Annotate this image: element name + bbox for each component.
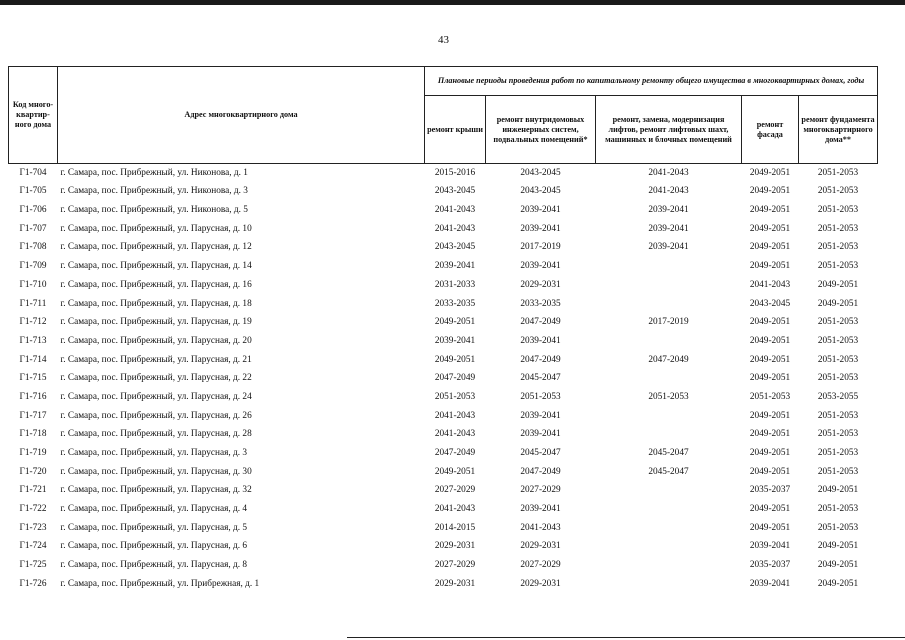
address-cell: г. Самара, пос. Прибрежный, ул. Парусная, д. 32	[60, 485, 252, 496]
lifts-period-cell: 2047-2049	[648, 354, 689, 365]
address-cell: г. Самара, пос. Прибрежный, ул. Парусная, д. 26	[60, 410, 252, 421]
roof-period-cell: 2049-2051	[434, 317, 476, 328]
table-body	[9, 164, 878, 594]
table-row	[9, 556, 878, 575]
roof-period-cell: 2043-2045	[434, 242, 476, 253]
roof-period-cell: 2014-2015	[434, 522, 476, 533]
address-cell: г. Самара, пос. Прибрежный, ул. Парусная, д. 16	[60, 279, 252, 290]
table-row	[9, 482, 878, 501]
lifts-period-cell: 2039-2041	[648, 242, 689, 253]
house-code-cell: Г1-715	[19, 373, 47, 384]
systems-period-cell: 2047-2049	[520, 317, 561, 328]
lifts-period-cell	[596, 295, 742, 314]
roof-period-cell: 2027-2029	[434, 485, 476, 496]
header-house-code: Код много- квартир- ного дома	[9, 67, 58, 164]
facade-period-cell: 2049-2051	[749, 242, 791, 253]
lifts-period-cell	[596, 556, 742, 575]
systems-period-cell: 2039-2041	[520, 261, 561, 272]
foundation-period-cell: 2051-2053	[817, 522, 859, 533]
roof-period-cell: 2047-2049	[434, 373, 476, 384]
lifts-period-cell: 2045-2047	[648, 466, 689, 477]
facade-period-cell: 2049-2051	[749, 522, 791, 533]
roof-period-cell: 2039-2041	[434, 261, 476, 272]
page-number: 43	[438, 34, 449, 46]
lifts-period-cell: 2041-2043	[648, 167, 689, 178]
foundation-period-cell: 2051-2053	[817, 448, 859, 458]
house-code-cell: Г1-724	[19, 541, 47, 552]
foundation-period-cell: 2049-2051	[817, 560, 859, 571]
facade-period-cell: 2049-2051	[749, 186, 791, 197]
house-code-cell: Г1-726	[19, 578, 47, 589]
table-row	[9, 183, 878, 202]
address-cell: г. Самара, пос. Прибрежный, ул. Парусная, д. 8	[60, 560, 248, 571]
foundation-period-cell: 2049-2051	[817, 485, 859, 496]
address-cell: г. Самара, пос. Прибрежный, ул. Парусная, д. 21	[60, 354, 252, 365]
address-cell: г. Самара, пос. Прибрежный, ул. Прибрежная, д. 1	[60, 578, 260, 589]
facade-period-cell: 2039-2041	[749, 578, 791, 589]
house-code-cell: Г1-705	[19, 186, 47, 197]
facade-period-cell: 2049-2051	[749, 205, 791, 216]
facade-period-cell: 2049-2051	[749, 317, 791, 328]
address-cell: г. Самара, пос. Прибрежный, ул. Никонова, д. 1	[60, 167, 248, 178]
table-row	[9, 575, 878, 594]
capital-repair-table	[8, 66, 878, 594]
systems-period-cell: 2029-2031	[520, 279, 561, 290]
table-row	[9, 239, 878, 258]
systems-period-cell: 2027-2029	[520, 560, 561, 571]
house-code-cell: Г1-721	[19, 485, 47, 496]
table-row	[9, 519, 878, 538]
address-cell: г. Самара, пос. Прибрежный, ул. Парусная, д. 14	[60, 261, 252, 272]
systems-period-cell: 2043-2045	[520, 167, 561, 178]
lifts-period-cell	[596, 370, 742, 389]
lifts-period-cell	[596, 538, 742, 557]
header-roof-repair: ремонт крыши	[425, 96, 486, 164]
facade-period-cell: 2039-2041	[749, 541, 791, 552]
address-cell: г. Самара, пос. Прибрежный, ул. Парусная, д. 19	[60, 317, 252, 328]
address-cell: г. Самара, пос. Прибрежный, ул. Никонова, д. 5	[60, 205, 248, 216]
header-lift-repair: ремонт, замена, модернизация лифтов, ремонт лифтовых шахт, машинных и блочных помещений	[596, 96, 742, 164]
table-row	[9, 257, 878, 276]
house-code-cell: Г1-720	[19, 466, 47, 477]
foundation-period-cell: 2051-2053	[817, 261, 859, 272]
systems-period-cell: 2027-2029	[520, 485, 561, 496]
facade-period-cell: 2049-2051	[749, 167, 791, 178]
house-code-cell: Г1-714	[19, 354, 47, 365]
house-code-cell: Г1-716	[19, 391, 47, 402]
header-facade-repair: ремонт фасада	[742, 96, 799, 164]
house-code-cell: Г1-704	[19, 167, 47, 178]
table-row	[9, 407, 878, 426]
table-row	[9, 426, 878, 445]
foundation-period-cell: 2051-2053	[817, 223, 859, 234]
address-cell: г. Самара, пос. Прибрежный, ул. Парусная, д. 10	[60, 223, 252, 234]
roof-period-cell: 2039-2041	[434, 335, 476, 346]
roof-period-cell: 2033-2035	[434, 298, 476, 309]
foundation-period-cell: 2049-2051	[817, 578, 859, 589]
facade-period-cell: 2049-2051	[749, 373, 791, 384]
roof-period-cell: 2041-2043	[434, 410, 476, 421]
facade-period-cell: 2049-2051	[749, 448, 791, 458]
table-row	[9, 500, 878, 519]
house-code-cell: Г1-707	[19, 223, 47, 234]
bottom-rule	[347, 637, 905, 638]
roof-period-cell: 2041-2043	[434, 504, 476, 515]
foundation-period-cell: 2051-2053	[817, 410, 859, 421]
lifts-period-cell	[596, 276, 742, 295]
house-code-cell: Г1-708	[19, 242, 47, 253]
table-row	[9, 538, 878, 557]
roof-period-cell: 2051-2053	[434, 391, 476, 402]
systems-period-cell: 2051-2053	[520, 391, 561, 402]
foundation-period-cell: 2053-2055	[817, 391, 859, 402]
foundation-period-cell: 2051-2053	[817, 242, 859, 253]
foundation-period-cell: 2051-2053	[817, 354, 859, 365]
foundation-period-cell: 2051-2053	[817, 205, 859, 216]
top-scan-border	[0, 0, 905, 5]
table-row	[9, 351, 878, 370]
facade-period-cell: 2035-2037	[749, 560, 791, 571]
table-row	[9, 164, 878, 183]
facade-period-cell: 2049-2051	[749, 261, 791, 272]
roof-period-cell: 2029-2031	[434, 578, 476, 589]
foundation-period-cell: 2051-2053	[817, 466, 859, 477]
lifts-period-cell	[596, 519, 742, 538]
house-code-cell: Г1-712	[19, 317, 47, 328]
facade-period-cell: 2049-2051	[749, 354, 791, 365]
header-systems-repair: ремонт внутридомовых инженерных систем, подвальных помещений*	[486, 96, 596, 164]
facade-period-cell: 2049-2051	[749, 429, 791, 440]
systems-period-cell: 2043-2045	[520, 186, 561, 197]
roof-period-cell: 2041-2043	[434, 429, 476, 440]
roof-period-cell: 2027-2029	[434, 560, 476, 571]
address-cell: г. Самара, пос. Прибрежный, ул. Парусная, д. 30	[60, 466, 252, 477]
facade-period-cell: 2051-2053	[749, 391, 791, 402]
systems-period-cell: 2039-2041	[520, 335, 561, 346]
roof-period-cell: 2049-2051	[434, 466, 476, 477]
lifts-period-cell: 2041-2043	[648, 186, 689, 197]
systems-period-cell: 2039-2041	[520, 504, 561, 515]
header-planned-periods: Плановые периоды проведения работ по капитальному ремонту общего имущества в многоквартирных домах, годы	[425, 67, 878, 96]
systems-period-cell: 2039-2041	[520, 410, 561, 421]
facade-period-cell: 2041-2043	[749, 279, 791, 290]
house-code-cell: Г1-706	[19, 205, 47, 216]
address-cell: г. Самара, пос. Прибрежный, ул. Парусная, д. 20	[60, 335, 252, 346]
table-row	[9, 295, 878, 314]
lifts-period-cell	[596, 575, 742, 594]
lifts-period-cell	[596, 332, 742, 351]
facade-period-cell: 2049-2051	[749, 335, 791, 346]
lifts-period-cell	[596, 407, 742, 426]
foundation-period-cell: 2051-2053	[817, 317, 859, 328]
roof-period-cell: 2041-2043	[434, 205, 476, 216]
facade-period-cell: 2043-2045	[749, 298, 791, 309]
address-cell: г. Самара, пос. Прибрежный, ул. Парусная, д. 12	[60, 242, 252, 253]
foundation-period-cell: 2051-2053	[817, 504, 859, 515]
lifts-period-cell	[596, 426, 742, 445]
house-code-cell: Г1-717	[19, 410, 47, 421]
address-cell: г. Самара, пос. Прибрежный, ул. Парусная, д. 4	[60, 504, 248, 515]
roof-period-cell: 2031-2033	[434, 279, 476, 290]
roof-period-cell: 2015-2016	[434, 167, 476, 178]
lifts-period-cell	[596, 257, 742, 276]
lifts-period-cell: 2045-2047	[648, 448, 689, 458]
house-code-cell: Г1-719	[19, 448, 47, 458]
house-code-cell: Г1-725	[19, 560, 47, 571]
systems-period-cell: 2045-2047	[520, 373, 561, 384]
foundation-period-cell: 2049-2051	[817, 279, 859, 290]
lifts-period-cell: 2051-2053	[648, 391, 689, 402]
table-row	[9, 276, 878, 295]
roof-period-cell: 2049-2051	[434, 354, 476, 365]
foundation-period-cell: 2049-2051	[817, 298, 859, 309]
foundation-period-cell: 2051-2053	[817, 186, 859, 197]
systems-period-cell: 2039-2041	[520, 205, 561, 216]
lifts-period-cell	[596, 482, 742, 501]
house-code-cell: Г1-709	[19, 261, 47, 272]
address-cell: г. Самара, пос. Прибрежный, ул. Парусная, д. 6	[60, 541, 248, 552]
address-cell: г. Самара, пос. Прибрежный, ул. Парусная, д. 24	[60, 391, 252, 402]
systems-period-cell: 2029-2031	[520, 541, 561, 552]
header-foundation-repair: ремонт фундамента многоквартирного дома**	[799, 96, 878, 164]
table-row	[9, 220, 878, 239]
foundation-period-cell: 2049-2051	[817, 541, 859, 552]
lifts-period-cell: 2039-2041	[648, 223, 689, 234]
address-cell: г. Самара, пос. Прибрежный, ул. Парусная, д. 22	[60, 373, 252, 384]
facade-period-cell: 2035-2037	[749, 485, 791, 496]
systems-period-cell: 2017-2019	[520, 242, 561, 253]
address-cell: г. Самара, пос. Прибрежный, ул. Парусная, д. 5	[60, 522, 248, 533]
table-row	[9, 314, 878, 333]
facade-period-cell: 2049-2051	[749, 504, 791, 515]
roof-period-cell: 2047-2049	[434, 448, 476, 458]
house-code-cell: Г1-718	[19, 429, 47, 440]
systems-period-cell: 2033-2035	[520, 298, 561, 309]
systems-period-cell: 2039-2041	[520, 429, 561, 440]
table-row	[9, 444, 878, 463]
address-cell: г. Самара, пос. Прибрежный, ул. Парусная, д. 18	[60, 298, 252, 309]
systems-period-cell: 2039-2041	[520, 223, 561, 234]
header-address: Адрес многоквартирного дома	[58, 67, 425, 164]
address-cell: г. Самара, пос. Прибрежный, ул. Никонова, д. 3	[60, 186, 248, 197]
facade-period-cell: 2049-2051	[749, 410, 791, 421]
lifts-period-cell	[596, 500, 742, 519]
table-row	[9, 388, 878, 407]
address-cell: г. Самара, пос. Прибрежный, ул. Парусная, д. 3	[60, 448, 248, 458]
address-cell: г. Самара, пос. Прибрежный, ул. Парусная, д. 28	[60, 429, 252, 440]
table-row	[9, 370, 878, 389]
lifts-period-cell: 2039-2041	[648, 205, 689, 216]
facade-period-cell: 2049-2051	[749, 223, 791, 234]
table-row	[9, 201, 878, 220]
house-code-cell: Г1-713	[19, 335, 47, 346]
lifts-period-cell: 2017-2019	[648, 317, 689, 328]
roof-period-cell: 2029-2031	[434, 541, 476, 552]
house-code-cell: Г1-722	[19, 504, 47, 515]
foundation-period-cell: 2051-2053	[817, 335, 859, 346]
house-code-cell: Г1-723	[19, 522, 47, 533]
table-row	[9, 463, 878, 482]
facade-period-cell: 2049-2051	[749, 466, 791, 477]
house-code-cell: Г1-711	[19, 298, 47, 309]
roof-period-cell: 2041-2043	[434, 223, 476, 234]
foundation-period-cell: 2051-2053	[817, 167, 859, 178]
systems-period-cell: 2047-2049	[520, 466, 561, 477]
systems-period-cell: 2045-2047	[520, 448, 561, 458]
systems-period-cell: 2029-2031	[520, 578, 561, 589]
house-code-cell: Г1-710	[19, 279, 47, 290]
roof-period-cell: 2043-2045	[434, 186, 476, 197]
systems-period-cell: 2047-2049	[520, 354, 561, 365]
systems-period-cell: 2041-2043	[520, 522, 561, 533]
table-row	[9, 332, 878, 351]
foundation-period-cell: 2051-2053	[817, 429, 859, 440]
foundation-period-cell: 2051-2053	[817, 373, 859, 384]
